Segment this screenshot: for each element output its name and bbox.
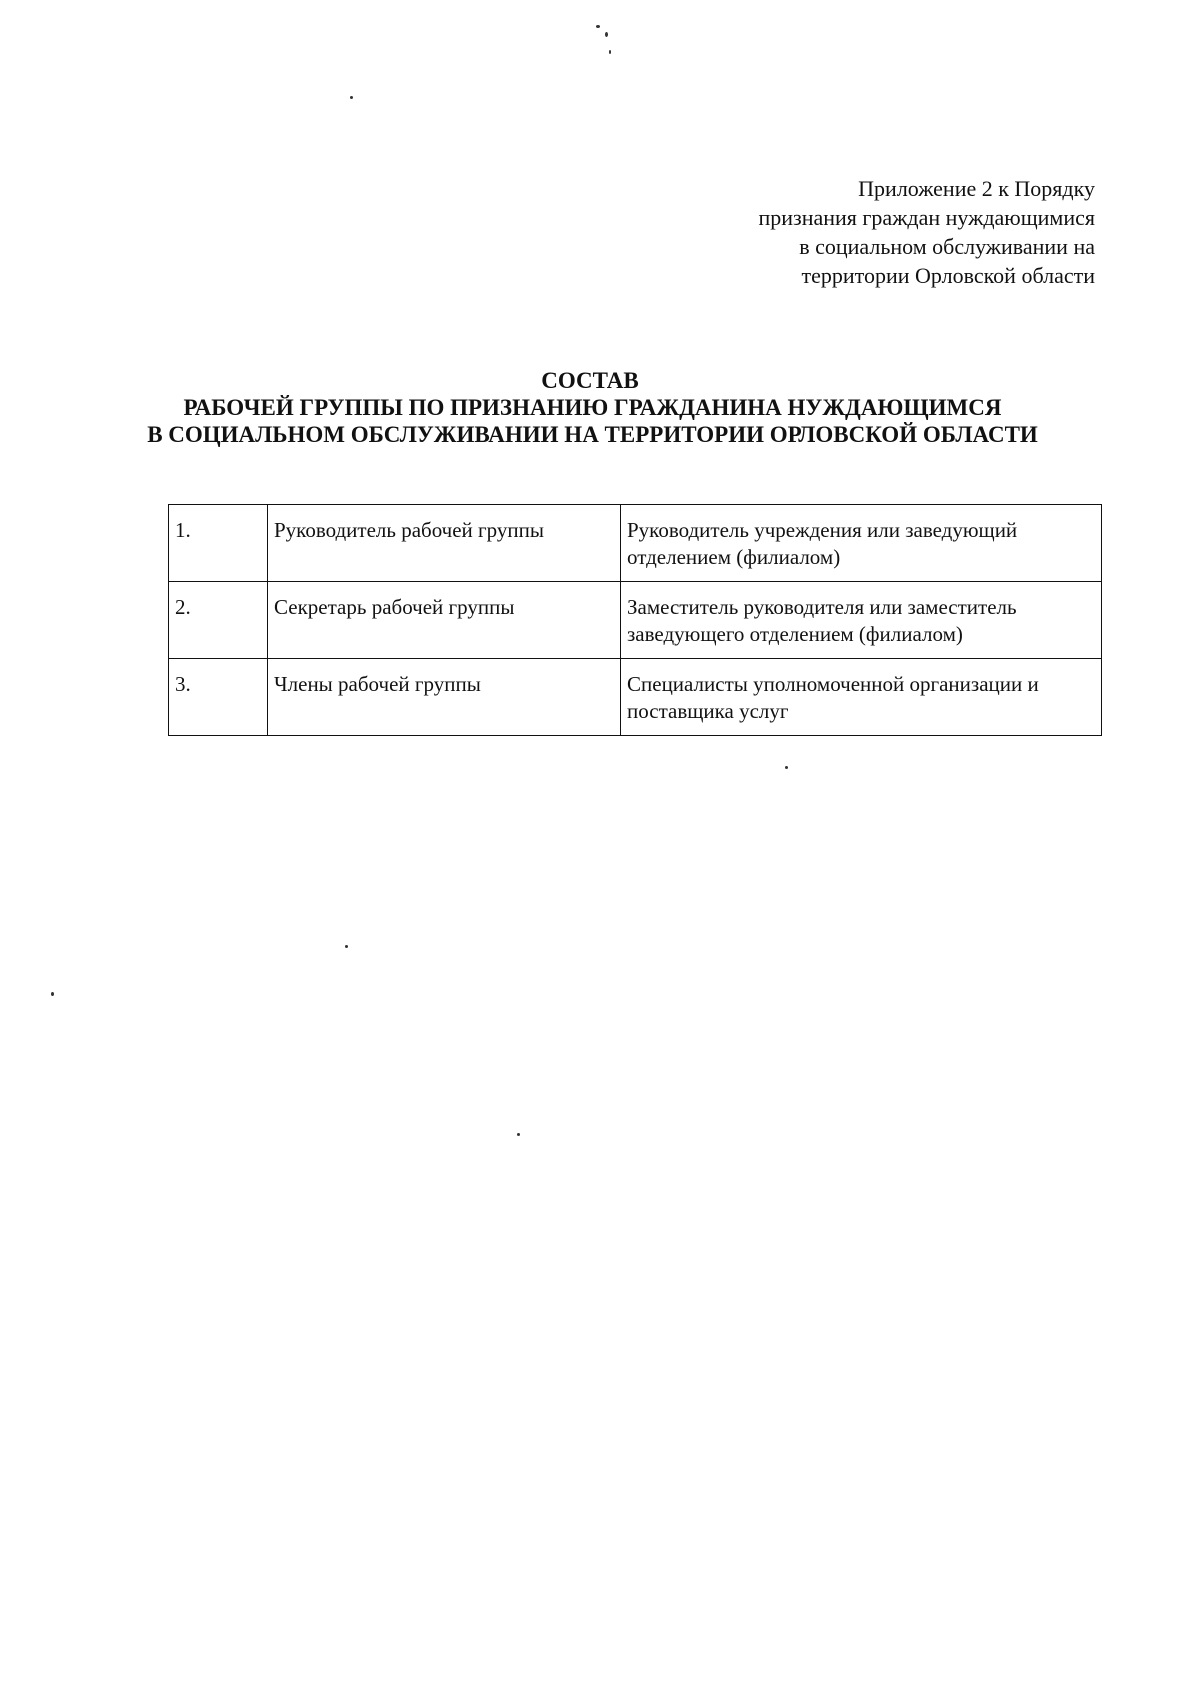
row-role: Секретарь рабочей группы — [268, 582, 621, 659]
row-number: 2. — [169, 582, 268, 659]
row-description: Заместитель руководителя или заместитель заведующего отделением (филиалом) — [621, 582, 1102, 659]
scan-speck — [609, 50, 611, 54]
scan-speck — [51, 992, 54, 996]
table-row — [169, 659, 1102, 736]
row-description: Специалисты уполномоченной организации и поставщика услуг — [621, 659, 1102, 736]
scan-speck — [345, 945, 348, 948]
scan-speck — [596, 25, 600, 28]
scan-speck — [605, 32, 608, 37]
row-number: 3. — [169, 659, 268, 736]
appendix-line: территории Орловской области — [801, 263, 1095, 288]
document-heading — [40, 367, 1160, 448]
row-number: 1. — [169, 505, 268, 582]
appendix-line: Приложение 2 к Порядку — [858, 176, 1095, 201]
table-row — [169, 582, 1102, 659]
table-row — [169, 505, 1102, 582]
scan-speck — [350, 96, 353, 99]
row-role: Члены рабочей группы — [268, 659, 621, 736]
heading-title: СОСТАВ — [541, 368, 639, 393]
heading-subtitle-line-1: РАБОЧЕЙ ГРУППЫ ПО ПРИЗНАНИЮ ГРАЖДАНИНА НУЖДАЮЩИМСЯ — [183, 395, 1002, 420]
scan-speck — [517, 1133, 520, 1136]
appendix-note — [758, 174, 1095, 290]
scan-speck — [785, 766, 788, 769]
members-table — [168, 504, 1102, 736]
appendix-line: признания граждан нуждающимися — [758, 205, 1095, 230]
row-role: Руководитель рабочей группы — [268, 505, 621, 582]
heading-subtitle-line-2: В СОЦИАЛЬНОМ ОБСЛУЖИВАНИИ НА ТЕРРИТОРИИ ОРЛОВСКОЙ ОБЛАСТИ — [147, 422, 1038, 447]
row-description: Руководитель учреждения или заведующий отделением (филиалом) — [621, 505, 1102, 582]
appendix-line: в социальном обслуживании на — [799, 234, 1095, 259]
